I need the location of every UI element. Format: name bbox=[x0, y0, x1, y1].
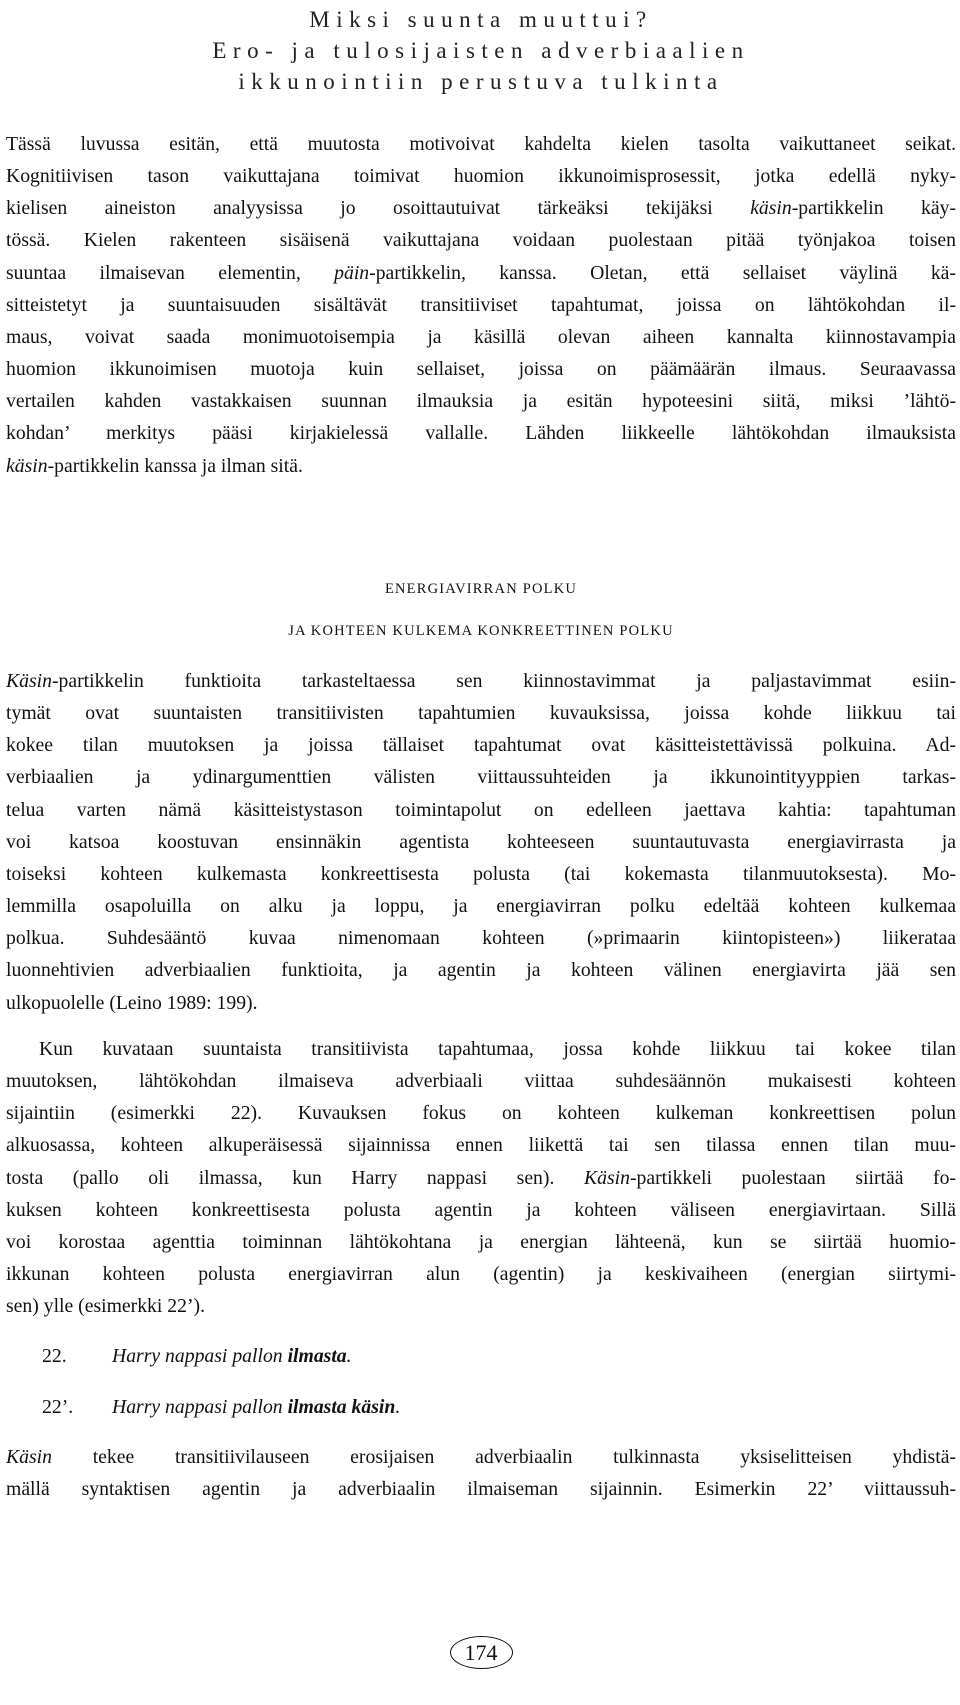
text-line: tymät ovat suuntaisten transitiivisten tapahtumien kuvauksissa, joissa kohde liikkuu tai bbox=[6, 702, 956, 725]
section-heading bbox=[6, 579, 956, 641]
example-number: 22. bbox=[42, 1345, 67, 1367]
text-line: toiseksi kohteen kulkemasta konkreettisesta polusta (tai kokemasta tilanmuutoksesta). Mo- bbox=[6, 862, 956, 885]
text-line: tössä. Kielen rakenteen sisäisenä vaikuttajana voidaan puolestaan pitää työnjakoa toisen bbox=[6, 229, 956, 252]
intro-paragraph bbox=[6, 128, 956, 482]
text-line: maus, voivat saada monimuotoisempia ja käsillä olevan aiheen kannalta kiinnostavampia bbox=[6, 325, 956, 348]
text-line: kokee tilan muutoksen ja joissa tällaiset tapahtumat ovat käsitteistettävissä polkuina. Ad- bbox=[6, 734, 956, 757]
example-22-prime: 22’. Harry nappasi pallon ilmasta käsin. bbox=[42, 1391, 400, 1423]
text-line: Tässä luvussa esitän, että muutosta motivoivat kahdelta kielen tasolta vaikuttaneet seikat. bbox=[6, 133, 956, 155]
example-bold: ilmasta bbox=[287, 1345, 347, 1367]
body-paragraph-1 bbox=[6, 665, 956, 1019]
text-line: sijaintiin (esimerkki 22). Kuvauksen fokus on kohteen kulkeman konkreettisen polun bbox=[6, 1102, 956, 1125]
text-line: ulkopuolelle (Leino 1989: 199). bbox=[6, 991, 258, 1014]
document-page bbox=[6, 0, 956, 1705]
text-line: huomion ikkunoimisen muotoja kuin sellaiset, joissa on päämäärän ilmaus. Seuraavassa bbox=[6, 358, 956, 381]
chapter-title-line-2: Ero- ja tulosijaisten adverbiaalien bbox=[212, 38, 750, 63]
text-line: alkuosassa, kohteen alkuperäisessä sijainnissa ennen liikettä tai sen tilassa ennen tilan muu- bbox=[6, 1134, 956, 1157]
text-line: Kognitiivisen tason vaikuttajana toimivat huomion ikkunoimisprosessit, jotka edellä nyky- bbox=[6, 165, 956, 188]
text-line: voi katsoa koostuvan ensinnäkin agentista kohteeseen suuntautuvasta energiavirrasta ja bbox=[6, 830, 956, 853]
chapter-title-line-1: Miksi suunta muuttui? bbox=[309, 7, 653, 32]
text-line: Kun kuvataan suuntaista transitiivista tapahtumaa, jossa kohde liikkuu tai kokee tilan bbox=[39, 1038, 956, 1060]
text-line: Käsin-partikkelin funktioita tarkasteltaessa sen kiinnostavimmat ja paljastavimmat esiin- bbox=[6, 670, 956, 692]
page-number: 174 bbox=[450, 1636, 513, 1669]
text-line: telua varten nämä käsitteistystason toimintapolut on edelleen jaettava kahtia: tapahtuman bbox=[6, 798, 956, 821]
text-line: vertailen kahden vastakkaisen suunnan ilmauksia ja esitän hypoteesini siitä, miksi ’lähtö- bbox=[6, 390, 956, 413]
text-line: sitteistetyt ja suuntaisuuden sisältävät transitiiviset tapahtumat, joissa on lähtökohdan il- bbox=[6, 293, 956, 316]
text-line: tosta (pallo oli ilmassa, kun Harry nappasi sen). Käsin-partikkeli puolestaan siirtää fo- bbox=[6, 1166, 957, 1189]
text-line: lemmilla osapoluilla on alku ja loppu, ja energiavirran polku edeltää kohteen kulkemaa bbox=[6, 895, 956, 918]
section-title-line-2: JA KOHTEEN KULKEMA KONKREETTINEN POLKU bbox=[288, 623, 674, 639]
section-title-line-1: ENERGIAVIRRAN POLKU bbox=[384, 581, 578, 597]
text-line: suuntaa ilmaisevan elementin, päin-partikkelin, kanssa. Oletan, että sellaiset väylinä kä- bbox=[6, 261, 956, 284]
text-line: polkua. Suhdesääntö kuvaa nimenomaan kohteen (»primaarin kiintopisteen») liikerataa bbox=[6, 927, 956, 950]
text-line: verbiaalien ja ydinargumenttien välisten viittaussuhteiden ja ikkunointityyppien tarkas- bbox=[6, 766, 956, 789]
text-line: sen) ylle (esimerkki 22’). bbox=[6, 1295, 205, 1318]
text-line: kuksen kohteen konkreettisesta polusta agentin ja kohteen väliseen energiavirtaan. Sillä bbox=[6, 1198, 956, 1221]
text-line: Käsin tekee transitiivilauseen erosijaisen adverbiaalin tulkinnasta yksiselitteisen yhdistä- bbox=[6, 1446, 956, 1468]
example-22: 22. Harry nappasi pallon ilmasta. bbox=[42, 1340, 352, 1372]
closing-paragraph bbox=[6, 1441, 956, 1505]
body-paragraph-2 bbox=[6, 1033, 956, 1322]
page-footer bbox=[6, 1636, 956, 1669]
example-number: 22’. bbox=[42, 1396, 74, 1418]
text-line: luonnehtivien adverbiaalien funktioita, ja agentin ja kohteen välinen energiavirta jää sen bbox=[6, 959, 956, 982]
text-line: muutoksen, lähtökohdan ilmaiseva adverbiaali viittaa suhdesäännön mukaisesti kohteen bbox=[6, 1070, 956, 1093]
example-bold: ilmasta käsin bbox=[287, 1396, 396, 1418]
text-line: käsin-partikkelin kanssa ja ilman sitä. bbox=[6, 454, 303, 477]
chapter-title-line-3: ikkunointiin perustuva tulkinta bbox=[238, 69, 724, 94]
text-line: voi korostaa agenttia toiminnan lähtökohtana ja energian lähteenä, kun se siirtää huomio- bbox=[6, 1230, 956, 1253]
text-line: kielisen aineiston analyysissa jo osoittautuivat tärkeäksi tekijäksi käsin-partikkelin käy- bbox=[6, 197, 956, 220]
chapter-heading bbox=[6, 4, 956, 97]
text-line: kohdan’ merkitys pääsi kirjakielessä vallalle. Lähden liikkeelle lähtökohdan ilmauksista bbox=[6, 422, 956, 445]
example-text: Harry nappasi pallon bbox=[112, 1345, 288, 1367]
text-line: ikkunan kohteen polusta energiavirran alun (agentin) ja keskivaiheen (energian siirtymi- bbox=[6, 1263, 956, 1286]
text-line: mällä syntaktisen agentin ja adverbiaalin ilmaiseman sijainnin. Esimerkin 22’ viittaussuh- bbox=[6, 1478, 956, 1501]
example-text: Harry nappasi pallon bbox=[112, 1396, 288, 1418]
